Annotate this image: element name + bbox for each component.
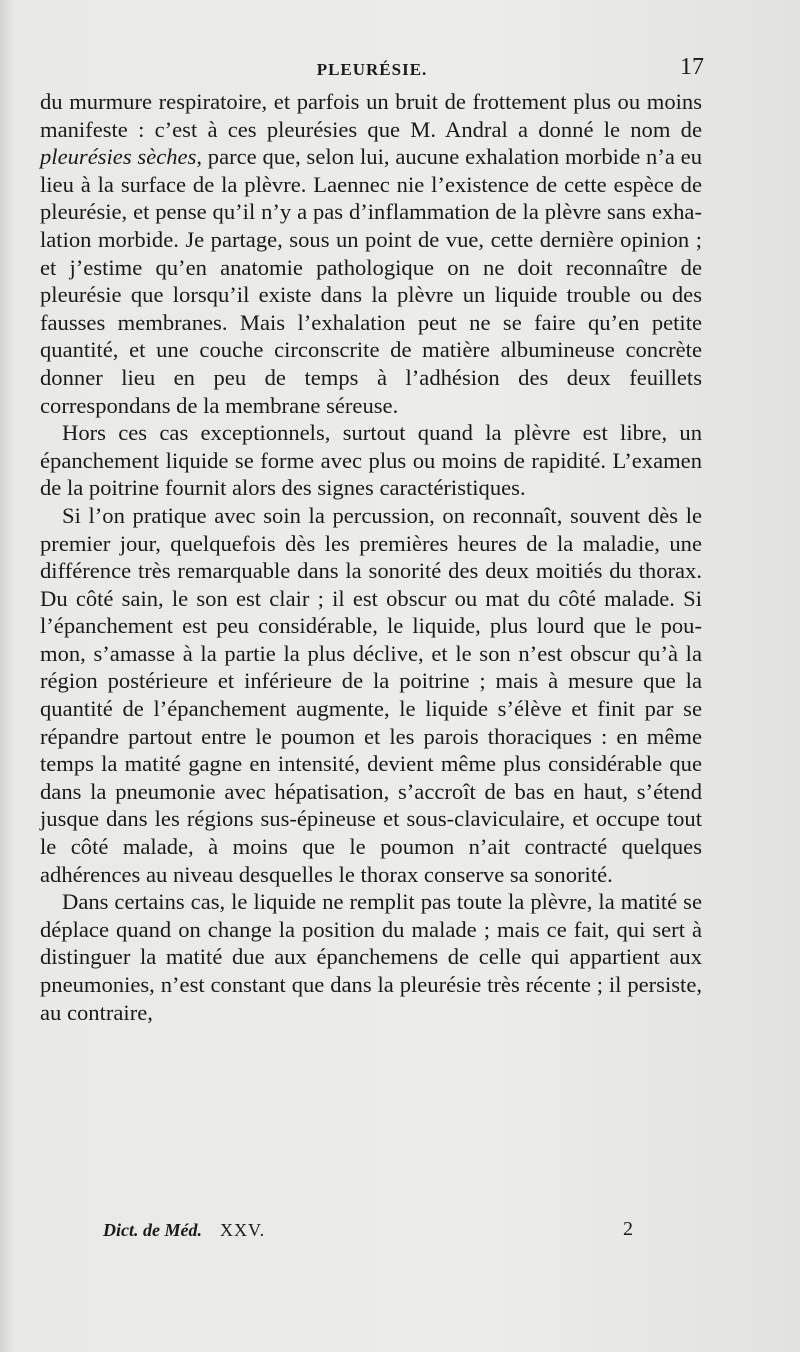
paragraph-1-italic-term: pleurésies sèches	[40, 144, 197, 170]
signature-volume: XXV.	[219, 1220, 266, 1240]
printer-signature	[103, 1220, 265, 1241]
paragraph-1-text-a: du murmure respiratoire, et parfois un bruit de frottement plus ou moins manifeste : c’est à ces pleurésies que M. Andral a donné le nom de	[40, 89, 702, 142]
body-text	[40, 88, 702, 1026]
page-footer	[40, 1220, 704, 1246]
paragraph-1-text-b: , parce que, selon lui, aucune exhalation morbide n’a eu lieu à la surface de la plèvre. Laennec nie l’existence de cette espèce de pleurésie, et pense qu’il n’y a pas d’inflammation de la plèvre sans exhalation morbide. Je partage, sous un point de vue, cette dernière opinion ; et j’estime qu’en anatomie pathologique on ne doit reconnaître de pleurésie que lorsqu’il existe dans la plèvre un liquide trouble ou des fausses membranes. Mais l’exhalation peut ne se faire qu’en petite quantité, et une couche circonscrite de matière albumineuse concrète donner lieu en peu de temps à l’adhésion des deux feuillets correspondans de la membrane séreuse.	[40, 144, 702, 418]
paragraph-3: Si l’on pratique avec soin la percussion, on reconnaît, souvent dès le premier jour, quelquefois dès les premières heures de la maladie, une différence très remarquable dans la sonorité des deux moitiés du thorax. Du côté sain, le son est clair ; il est obscur ou mat du côté malade. Si l’épanchement est peu considérable, le liquide, plus lourd que le poumon, s’amasse à la partie la plus déclive, et le son n’est obscur qu’à la région postérieure et inférieure de la poitrine ; mais à mesure que la quantité de l’épanchement augmente, le liquide s’élève et finit par se répandre partout entre le poumon et les parois thoraciques : en même temps la matité gagne en intensité, devient même plus considérable que dans la pneumonie avec hépatisation, s’accroît de bas en haut, s’étend jusque dans les régions sus-épineuse et sous-claviculaire, et occupe tout le côté malade, à moins que le poumon n’ait contracté quelques adhérences au niveau desquelles le thorax conserve sa sonorité.	[40, 502, 702, 887]
signature-title: Dict. de Méd.	[103, 1220, 202, 1240]
paragraph-2: Hors ces cas exceptionnels, surtout quand la plèvre est libre, un épanchement liquide se forme avec plus ou moins de rapidité. L’examen de la poitrine fournit alors des signes caractéristiques.	[40, 420, 702, 501]
paragraph-4: Dans certains cas, le liquide ne remplit pas toute la plèvre, la matité se déplace quand on change la position du malade ; mais ce fait, qui sert à distinguer la matité due aux épanchemens de celle qui appartient aux pneumonies, n’est constant que dans la pleurésie très récente ; il persiste, au contraire,	[40, 889, 702, 1025]
page-header	[40, 56, 704, 82]
page-number: 17	[680, 54, 704, 80]
sheet-number: 2	[623, 1218, 633, 1240]
paragraph-1	[40, 88, 702, 419]
running-title: PLEURÉSIE.	[316, 60, 428, 79]
